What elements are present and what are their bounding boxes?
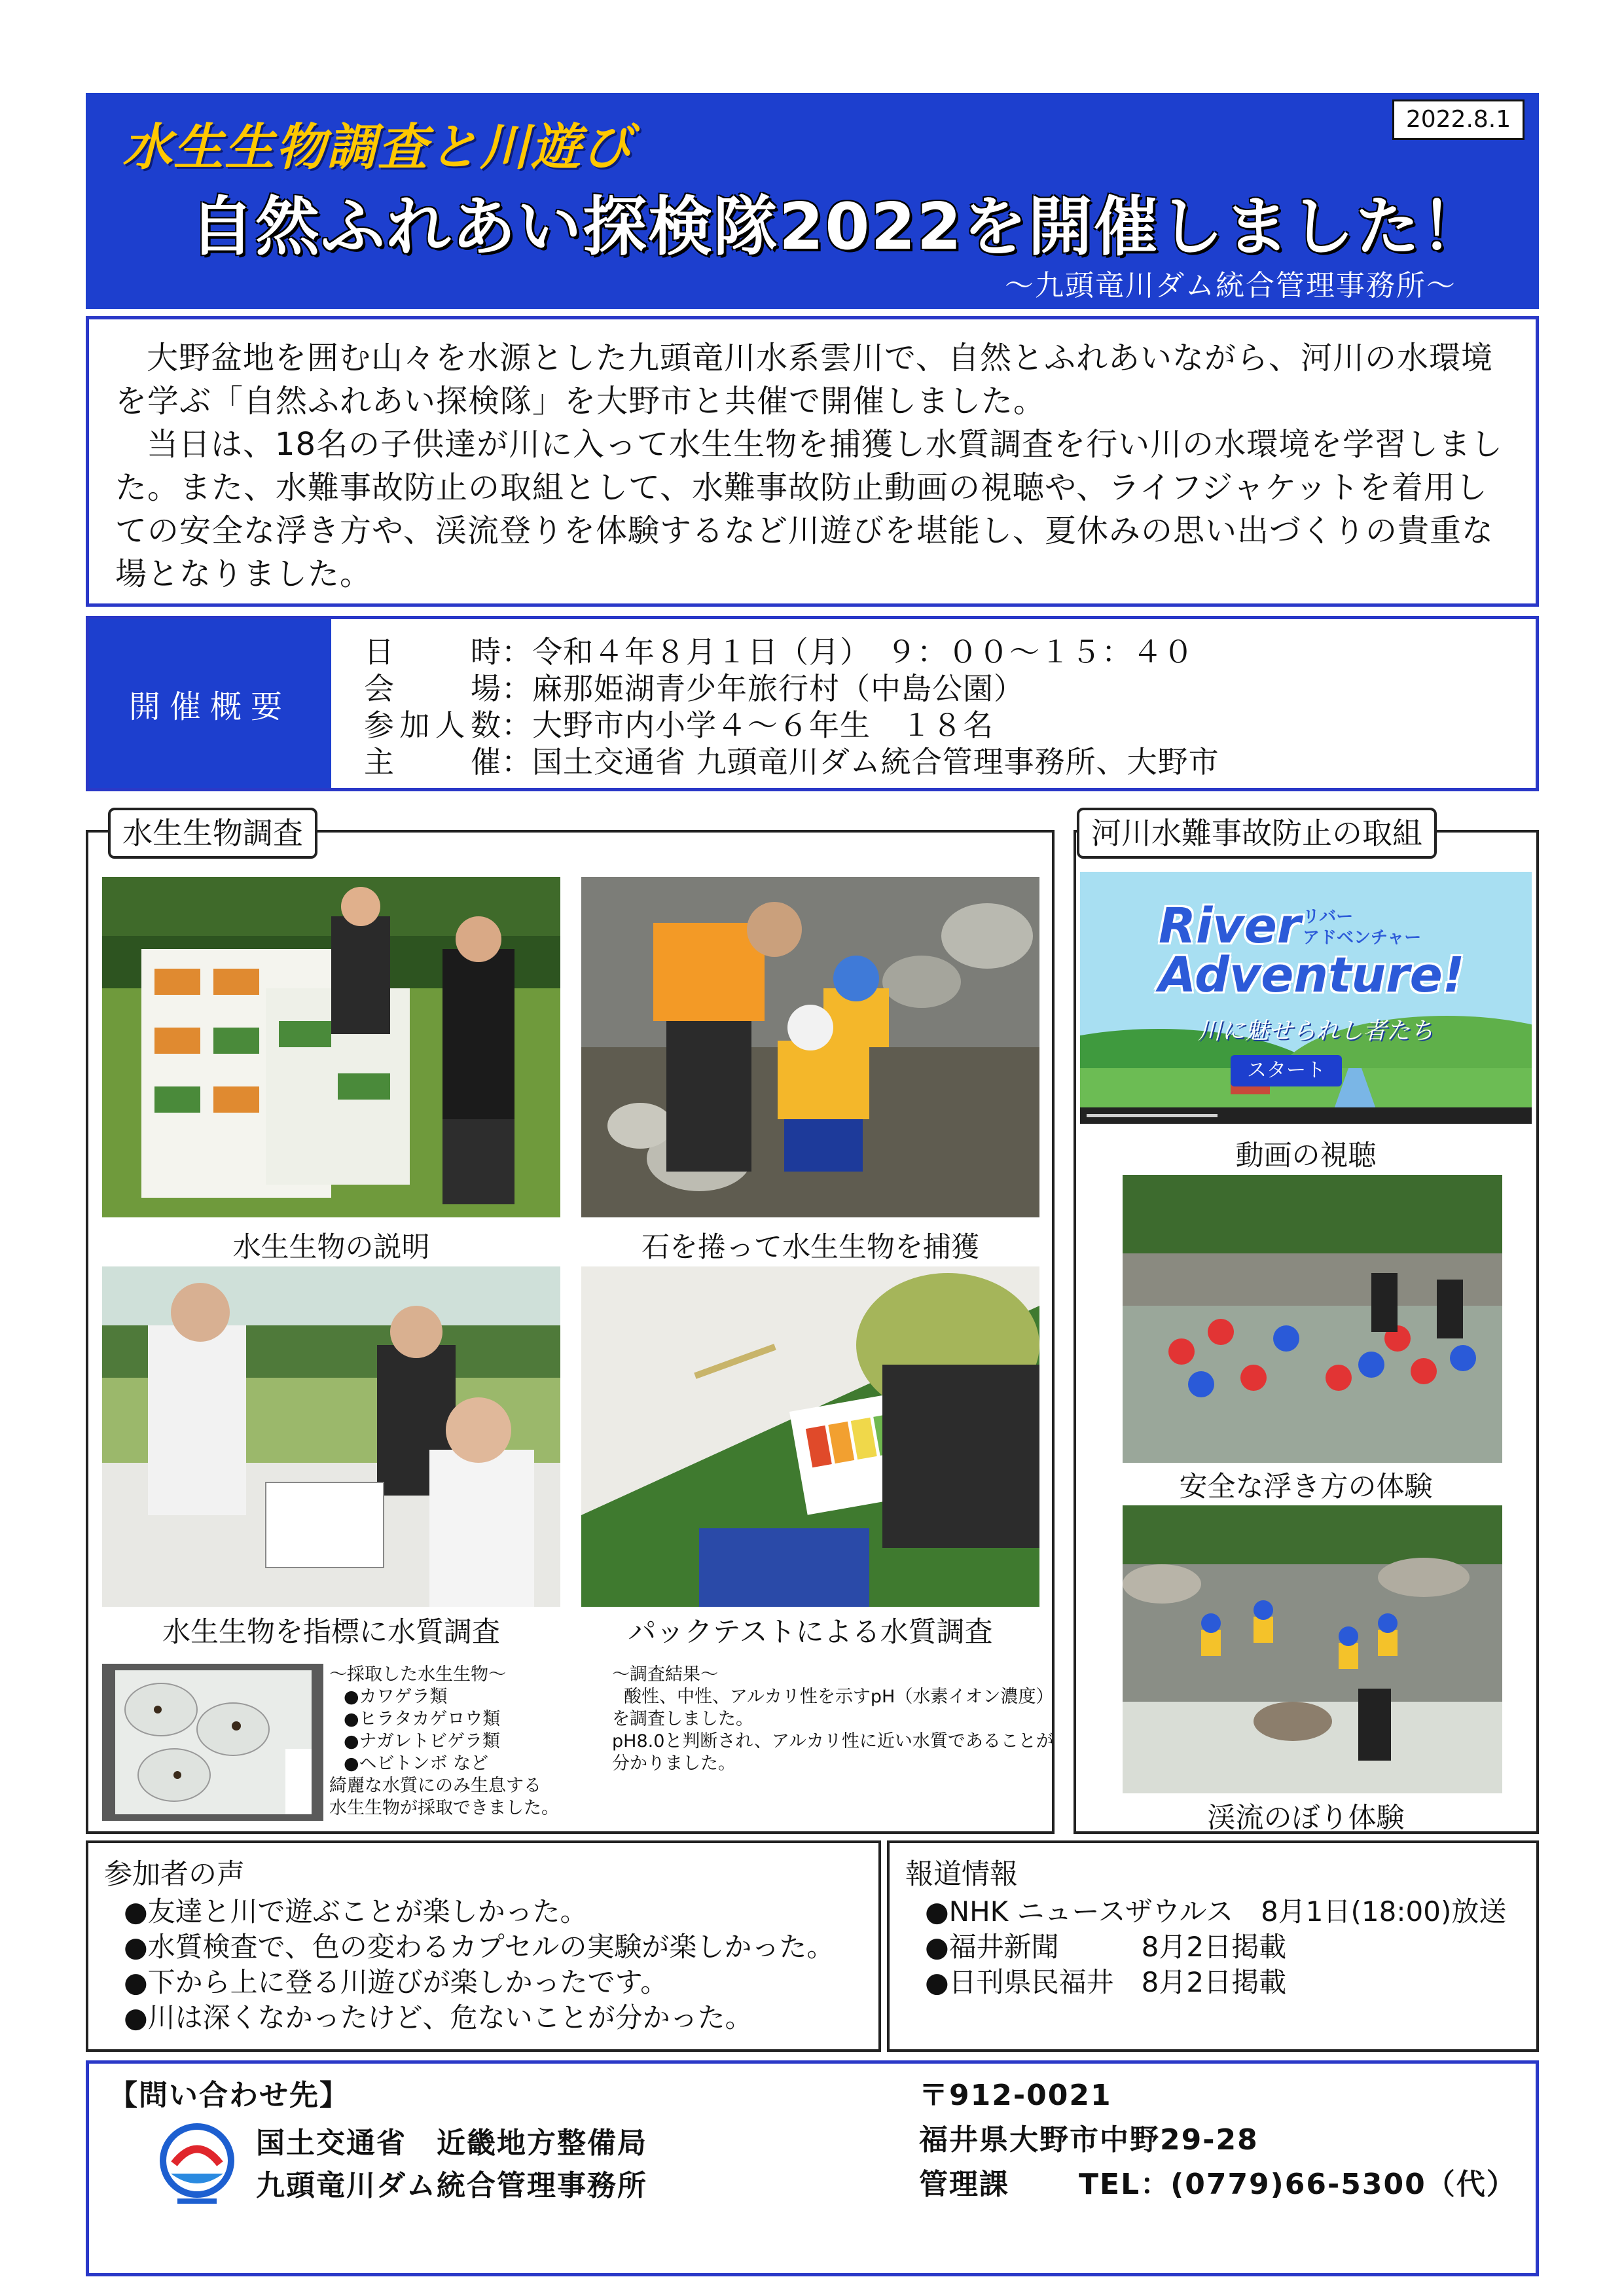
contact-postal: 〒912-0021 [919, 2079, 1112, 2112]
survey-result [612, 1664, 1054, 1775]
overview-value: ：国土交通省 九頭竜川ダム統合管理事務所、大野市 [501, 744, 1219, 780]
participant-voices [86, 1840, 881, 2052]
overview-row-date [364, 634, 1219, 670]
press-title: 報道情報 [905, 1858, 1018, 1891]
video-title-river: River [1159, 898, 1301, 954]
press-item: ●日刊県民福井 8月2日掲載 [925, 1966, 1287, 1998]
overview-label: 開催概要 [89, 619, 331, 788]
voice-item: ●水質検査で、色の変わるカプセルの実験が楽しかった。 [124, 1931, 835, 1963]
contact-org-1: 国土交通省 近畿地方整備局 [256, 2126, 647, 2160]
photo-explanation [102, 877, 560, 1217]
video-title-adventure: Adventure! [1159, 947, 1465, 1003]
photo-stream-climbing [1123, 1505, 1502, 1793]
river-adventure-video[interactable] [1080, 872, 1532, 1124]
result-line: 分かりました。 [612, 1753, 736, 1774]
collected-title: ～採取した水生生物～ [329, 1664, 506, 1685]
collected-item: ●ヒラタカゲロウ類 [344, 1709, 501, 1729]
video-subtitle: 川に魅せられし者たち [1198, 1018, 1434, 1045]
collected-note: 水生生物が採取できました。 [329, 1798, 559, 1818]
contact-address: 福井県大野市中野29-28 [919, 2123, 1259, 2157]
result-line: pH8.0と判断され、アルカリ性に近い水質であることが [612, 1731, 1054, 1751]
video-ruby-river: リバー [1303, 907, 1354, 927]
voice-item: ●友達と川で遊ぶことが楽しかった。 [124, 1895, 588, 1928]
collected-item: ●ナガレトビゲラ類 [344, 1731, 501, 1751]
press-item: ●NHK ニュースザウルス 8月1日(18:00)放送 [925, 1895, 1507, 1928]
contact-section [86, 2060, 1539, 2276]
collected-item: ●ヘビトンボ など [344, 1753, 489, 1774]
survey-tab: 水生生物調査 [108, 808, 317, 859]
overview-key: 会場 [364, 671, 501, 706]
contact-title: 【問い合わせ先】 [109, 2079, 350, 2112]
collected-note: 綺麗な水質にのみ生息する [329, 1776, 541, 1796]
caption-indicator-survey: 水生生物を指標に水質調査 [162, 1616, 500, 1649]
photo-packtest [581, 1266, 1039, 1607]
press-info [887, 1840, 1539, 2052]
photo-floating [1123, 1175, 1502, 1463]
video-start-button[interactable]: スタート [1231, 1055, 1342, 1086]
header-organization: ～九頭竜川ダム統合管理事務所～ [1005, 269, 1456, 302]
overview-row-organizer [364, 744, 1219, 780]
contact-org-2: 九頭竜川ダム統合管理事務所 [256, 2169, 647, 2202]
overview-row-venue [364, 670, 1219, 707]
photo-capture [581, 877, 1039, 1217]
event-overview [86, 616, 1539, 791]
voice-item: ●下から上に登る川遊びが楽しかったです。 [124, 1966, 668, 1998]
overview-value: ：令和４年８月１日（月） ９：００～１５：４０ [501, 634, 1194, 670]
caption-video: 動画の視聴 [1235, 1139, 1377, 1172]
caption-explanation: 水生生物の説明 [232, 1231, 430, 1264]
voice-item: ●川は深くなかったけど、危ないことが分かった。 [124, 2001, 753, 2034]
overview-key: 参加人数 [364, 708, 501, 743]
video-ruby-adventure: アドベンチャー [1303, 928, 1422, 948]
overview-row-participants [364, 707, 1219, 744]
mlit-logo [158, 2121, 236, 2206]
photo-indicator-survey [102, 1266, 560, 1607]
overview-rows [364, 634, 1219, 780]
overview-value: ：大野市内小学４～６年生 １８名 [501, 708, 994, 743]
intro-paragraph-2: 当日は、18名の子供達が川に入って水生生物を捕獲し水質調査を行い川の水環境を学習しました。また、水難事故防止の取組として、水難事故防止動画の視聴や、ライフジャケットを着用しての安全な浮き方や、渓流登りを体験するなど川遊びを堪能し、夏休みの思い出づくりの貴重な場となりました。 [115, 426, 1504, 592]
result-line: 酸性、中性、アルカリ性を示すpH（水素イオン濃度） [624, 1687, 1054, 1707]
result-line: を調査しました。 [612, 1709, 753, 1729]
press-item: ●福井新聞 8月2日掲載 [925, 1931, 1287, 1963]
date-badge: 2022.8.1 [1392, 99, 1525, 140]
caption-packtest: パックテストによる水質調査 [628, 1616, 993, 1649]
contact-tel: TEL：(0779)66-5300（代） [1079, 2168, 1517, 2201]
result-title: ～調査結果～ [612, 1664, 718, 1685]
voices-title: 参加者の声 [104, 1858, 245, 1891]
photo-collected-organisms [102, 1664, 323, 1821]
caption-capture: 石を捲って水生生物を捕獲 [641, 1231, 979, 1264]
collected-organisms-list [329, 1664, 559, 1820]
overview-key: 主催 [364, 744, 501, 780]
intro-section [86, 316, 1539, 607]
page-subtitle: 水生生物調査と川遊び [122, 118, 633, 176]
collected-item: ●カワゲラ類 [344, 1687, 448, 1707]
overview-value: ：麻那姫湖青少年旅行村（中島公園） [501, 671, 1024, 706]
page-title: 自然ふれあい探検隊2022を開催しました！ [190, 190, 1487, 264]
caption-floating: 安全な浮き方の体験 [1179, 1471, 1433, 1503]
contact-dept: 管理課 [919, 2168, 1009, 2201]
intro-paragraph-1: 大野盆地を囲む山々を水源とした九頭竜川水系雲川で、自然とふれあいながら、河川の水環境を学ぶ「自然ふれあい探検隊」を大野市と共催で開催しました。 [115, 340, 1494, 420]
caption-stream-climbing: 渓流のぼり体験 [1207, 1802, 1405, 1835]
safety-tab: 河川水難事故防止の取組 [1077, 808, 1437, 859]
overview-key: 日時 [364, 634, 501, 670]
